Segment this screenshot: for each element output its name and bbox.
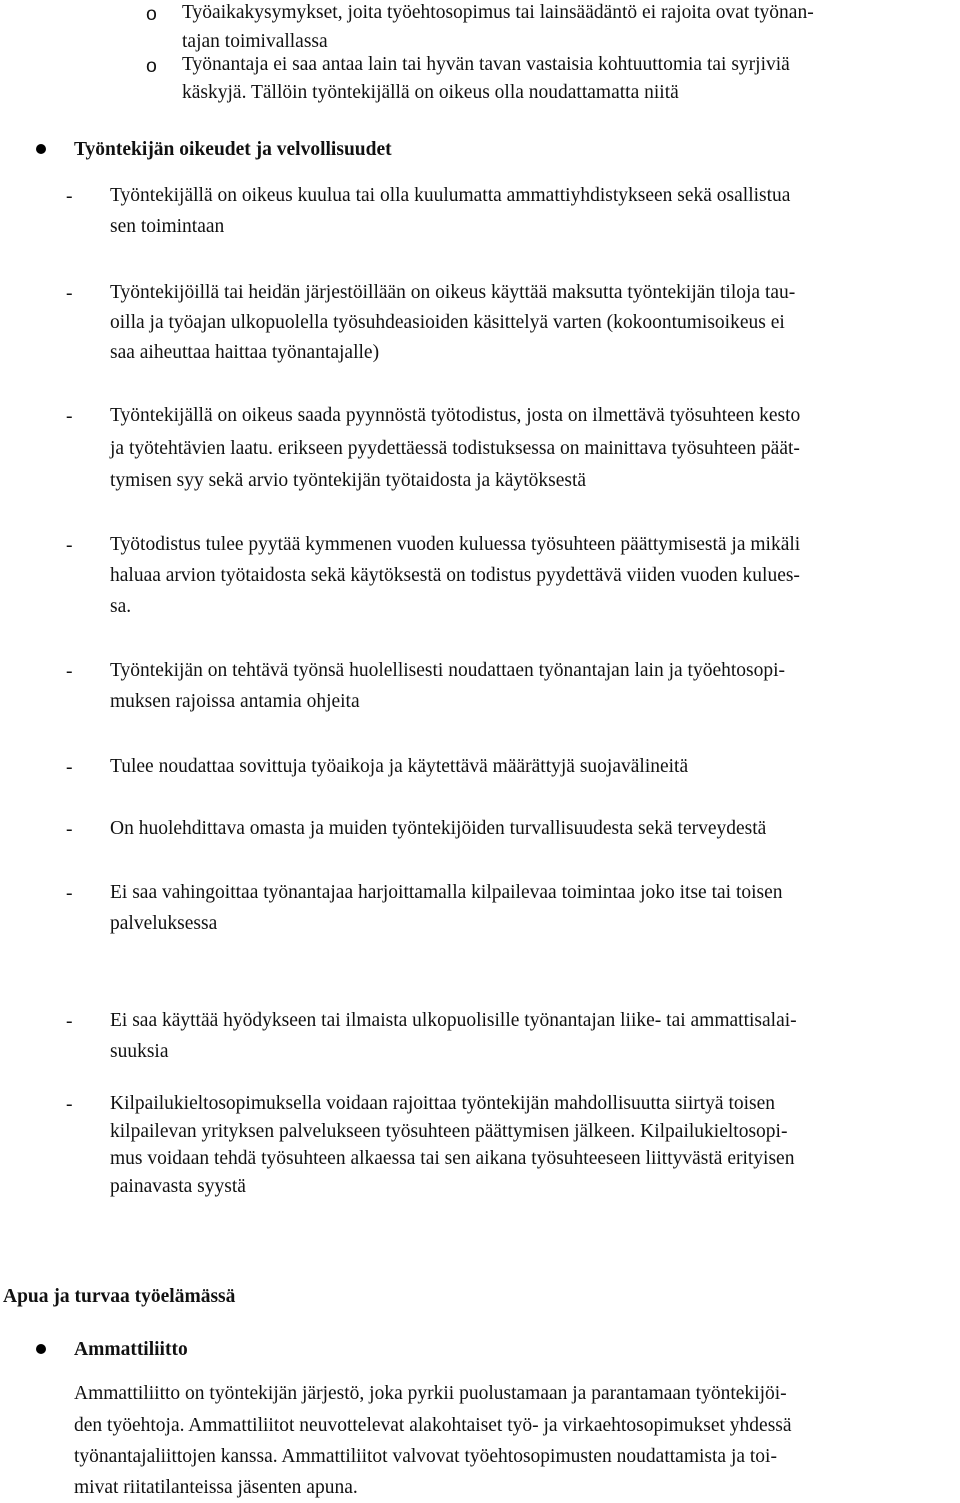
dash-marker: - (66, 661, 73, 682)
text-line: Ammattiliitto on työntekijän järjestö, joka pyrkii puolustamaan ja parantamaan työntekijöi- (74, 1383, 787, 1404)
text-line: painavasta syystä (110, 1176, 246, 1197)
text-line: On huolehdittava omasta ja muiden työntekijöiden turvallisuudesta sekä terveydestä (110, 818, 767, 839)
text-line: Työnantaja ei saa antaa lain tai hyvän tavan vastaisia kohtuuttomia tai syrjiviä (182, 54, 790, 75)
text-line: mivat riitatilanteissa jäsenten apuna. (74, 1477, 358, 1498)
text-line: oilla ja työajan ulkopuolella työsuhdeasioiden käsittelyä varten (kokoontumisoikeus ei (110, 312, 785, 333)
section-heading: Apua ja turvaa työelämässä (3, 1286, 236, 1307)
text-line: käskyjä. Tällöin työntekijällä on oikeus olla noudattamatta niitä (182, 82, 679, 103)
dash-marker: - (66, 757, 73, 778)
dash-marker: - (66, 819, 73, 840)
text-line: haluaa arvion työtaidosta sekä käytöksestä on todistus pyydettävä viiden vuoden kulues- (110, 565, 800, 586)
text-line: kilpailevan yrityksen palvelukseen työsuhteen päättymisen jälkeen. Kilpailukieltosopi- (110, 1121, 788, 1142)
text-line: tymisen syy sekä arvio työntekijän työtaidosta ja käytöksestä (110, 470, 587, 491)
text-line: Työntekijän on tehtävä työnsä huolellisesti noudattaen työnantajan lain ja työehtosopi- (110, 660, 786, 681)
dash-marker: - (66, 535, 73, 556)
bullet-icon (36, 144, 46, 154)
text-line: Ei saa käyttää hyödykseen tai ilmaista ulkopuolisille työnantajan liike- tai ammattisalai- (110, 1010, 797, 1031)
list-marker: o (146, 55, 157, 77)
text-line: Ei saa vahingoittaa työnantajaa harjoittamalla kilpailevaa toimintaa joko itse tai toisen (110, 882, 783, 903)
text-line: sa. (110, 596, 132, 617)
text-line: palveluksessa (110, 913, 218, 934)
text-line: Työntekijöillä tai heidän järjestöillään on oikeus käyttää maksutta työntekijän tiloja tau- (110, 282, 796, 303)
bullet-icon (36, 1344, 46, 1354)
text-line: saa aiheuttaa haittaa työnantajalle) (110, 342, 380, 363)
text-line: Kilpailukieltosopimuksella voidaan rajoittaa työntekijän mahdollisuutta siirtyä toisen (110, 1093, 776, 1114)
section-heading: Työntekijän oikeudet ja velvollisuudet (74, 139, 392, 160)
text-line: Työntekijällä on oikeus kuulua tai olla kuulumatta ammattiyhdistykseen sekä osallistua (110, 185, 791, 206)
text-line: Työtodistus tulee pyytää kymmenen vuoden kuluessa työsuhteen päättymisestä ja mikäli (110, 534, 801, 555)
dash-marker: - (66, 883, 73, 904)
list-marker: o (146, 3, 157, 25)
dash-marker: - (66, 283, 73, 304)
text-line: muksen rajoissa antamia ohjeita (110, 691, 360, 712)
text-line: mus voidaan tehdä työsuhteen alkaessa tai sen aikana työsuhteeseen liittyvästä erityisen (110, 1148, 795, 1169)
text-line: sen toimintaan (110, 216, 225, 237)
subheading: Ammattiliitto (74, 1339, 188, 1360)
dash-marker: - (66, 1094, 73, 1115)
dash-marker: - (66, 1011, 73, 1032)
dash-marker: - (66, 406, 73, 427)
text-line: suuksia (110, 1041, 169, 1062)
text-line: Tulee noudattaa sovittuja työaikoja ja käytettävä määrättyjä suojavälineitä (110, 756, 689, 777)
text-line: Työntekijällä on oikeus saada pyynnöstä työtodistus, josta on ilmettävä työsuhteen kesto (110, 405, 801, 426)
text-line: Työaikakysymykset, joita työehtosopimus tai lainsäädäntö ei rajoita ovat työnan- (182, 2, 814, 23)
text-line: tajan toimivallassa (182, 31, 328, 52)
text-line: ja työtehtävien laatu. erikseen pyydettäessä todistuksessa on mainittava työsuhteen päät- (110, 438, 800, 459)
dash-marker: - (66, 186, 73, 207)
text-line: den työehtoja. Ammattiliitot neuvottelevat alakohtaiset työ- ja virkaehtosopimukset yhdessä (74, 1415, 792, 1436)
text-line: työnantajaliittojen kanssa. Ammattiliitot valvovat työehtosopimusten noudattamista ja toi- (74, 1446, 777, 1467)
